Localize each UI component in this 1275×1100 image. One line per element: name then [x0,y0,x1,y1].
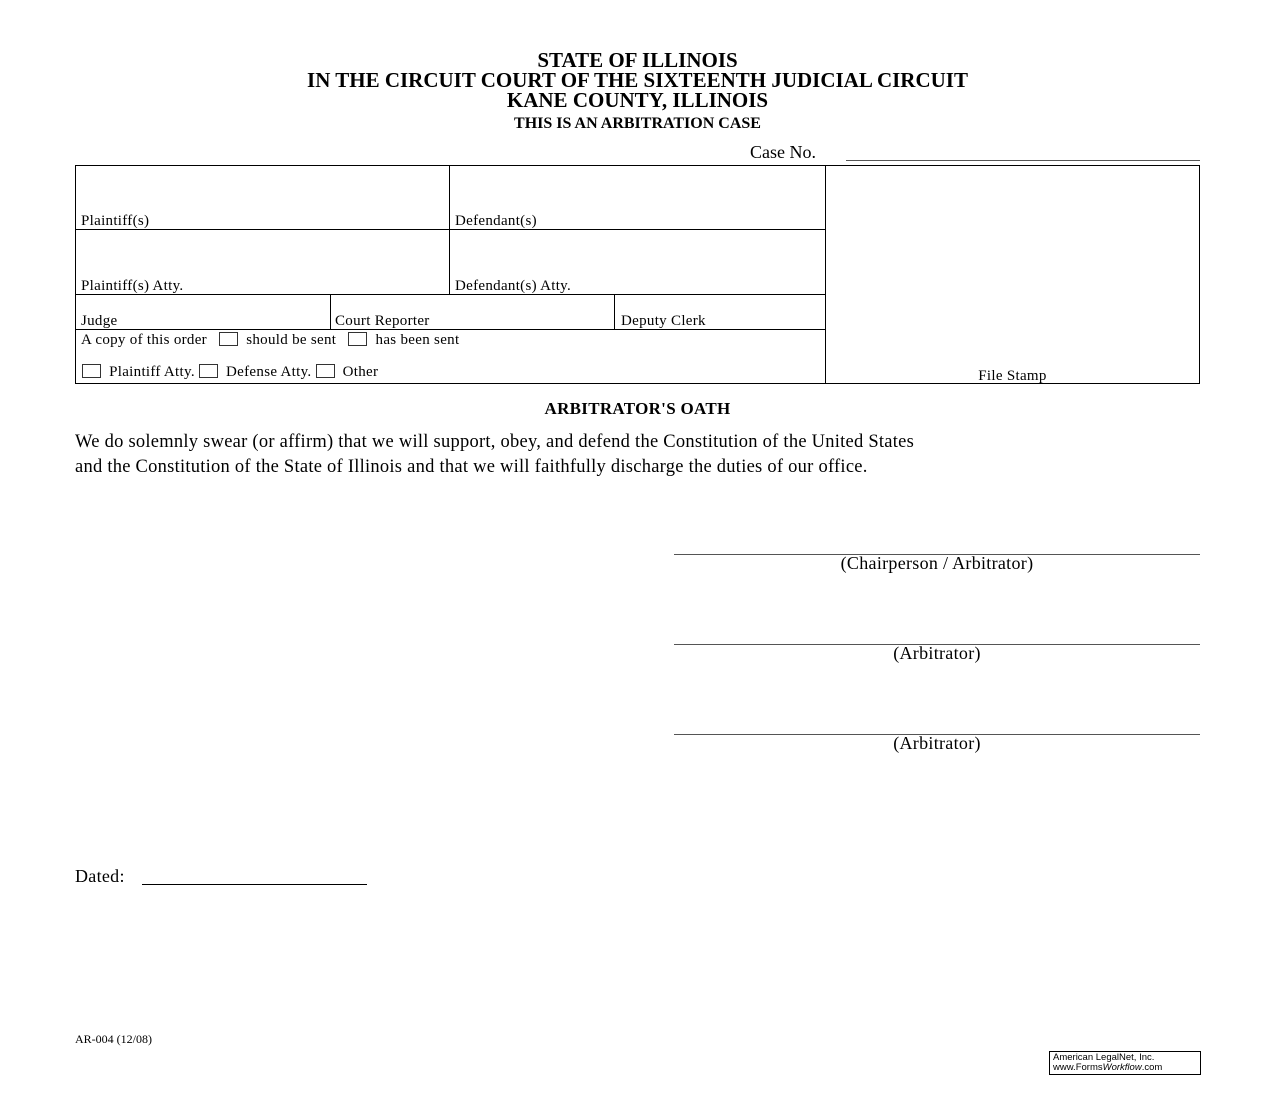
file-stamp-label: File Stamp [978,368,1047,384]
copy-order-row-1 [81,332,459,349]
plaintiffs-label: Plaintiff(s) [81,213,150,229]
deputy-clerk-field[interactable] [615,295,825,330]
has-been-sent-label: has been sent [375,332,460,348]
defendants-field[interactable] [450,166,825,230]
plaintiffs-atty-label: Plaintiff(s) Atty. [81,278,184,294]
chairperson-signature-label: (Chairperson / Arbitrator) [840,553,1034,573]
court-circuit-title: IN THE CIRCUIT COURT OF THE SIXTEENTH JUDICIAL CIRCUIT [307,68,968,92]
dated-label: Dated: [75,866,125,886]
copy-order-row-2 [82,364,378,381]
form-number: AR-004 (12/08) [75,1032,152,1046]
defendants-atty-field[interactable] [450,230,825,295]
case-number-label: Case No. [750,142,816,162]
defense-atty-checkbox[interactable] [199,364,218,378]
arbitrator-2-signature-label: (Arbitrator) [893,643,981,663]
publisher-url-part-1: www.Forms [1053,1062,1103,1073]
plaintiffs-atty-field[interactable] [76,230,450,295]
plaintiff-atty-checkbox[interactable] [82,364,101,378]
arbitrator-3-signature-label: (Arbitrator) [893,733,981,753]
oath-text [75,430,1205,480]
publisher-name: American LegalNet, Inc. [1053,1052,1155,1063]
oath-title: ARBITRATOR'S OATH [544,399,731,418]
arbitration-case-notice: THIS IS AN ARBITRATION CASE [514,115,761,132]
copy-order-prefix: A copy of this order [81,332,207,348]
deputy-clerk-label: Deputy Clerk [621,313,706,329]
other-checkbox[interactable] [316,364,335,378]
defendants-atty-label: Defendant(s) Atty. [455,278,572,294]
plaintiffs-field[interactable] [76,166,450,230]
publisher-url [1053,1063,1200,1073]
publisher-url-part-2: Workflow [1102,1062,1142,1073]
defendants-label: Defendant(s) [455,213,537,229]
plaintiff-atty-label: Plaintiff Atty. [109,364,195,380]
defense-atty-label: Defense Atty. [226,364,312,380]
file-stamp-box [825,165,1200,384]
other-label: Other [342,364,379,380]
dated-field[interactable] [142,866,367,885]
court-county-title: KANE COUNTY, ILLINOIS [506,88,769,112]
has-been-sent-checkbox[interactable] [348,332,367,346]
should-be-sent-checkbox[interactable] [219,332,238,346]
publisher-brand-box [1049,1051,1201,1075]
copy-order-section [76,330,825,383]
court-reporter-label: Court Reporter [335,313,430,329]
should-be-sent-label: should be sent [246,332,337,348]
oath-line-1: We do solemnly swear (or affirm) that we will support, obey, and defend the Constitution of the United States [75,432,915,452]
case-caption-grid [75,165,826,384]
court-reporter-field[interactable] [331,295,615,330]
case-number-field[interactable] [846,142,1200,161]
oath-line-2: and the Constitution of the State of Illinois and that we will faithfully discharge the duties of our office. [75,457,868,477]
publisher-url-part-3: .com [1141,1062,1163,1073]
court-state-title: STATE OF ILLINOIS [537,48,738,72]
judge-label: Judge [81,313,118,329]
judge-field[interactable] [76,295,331,330]
